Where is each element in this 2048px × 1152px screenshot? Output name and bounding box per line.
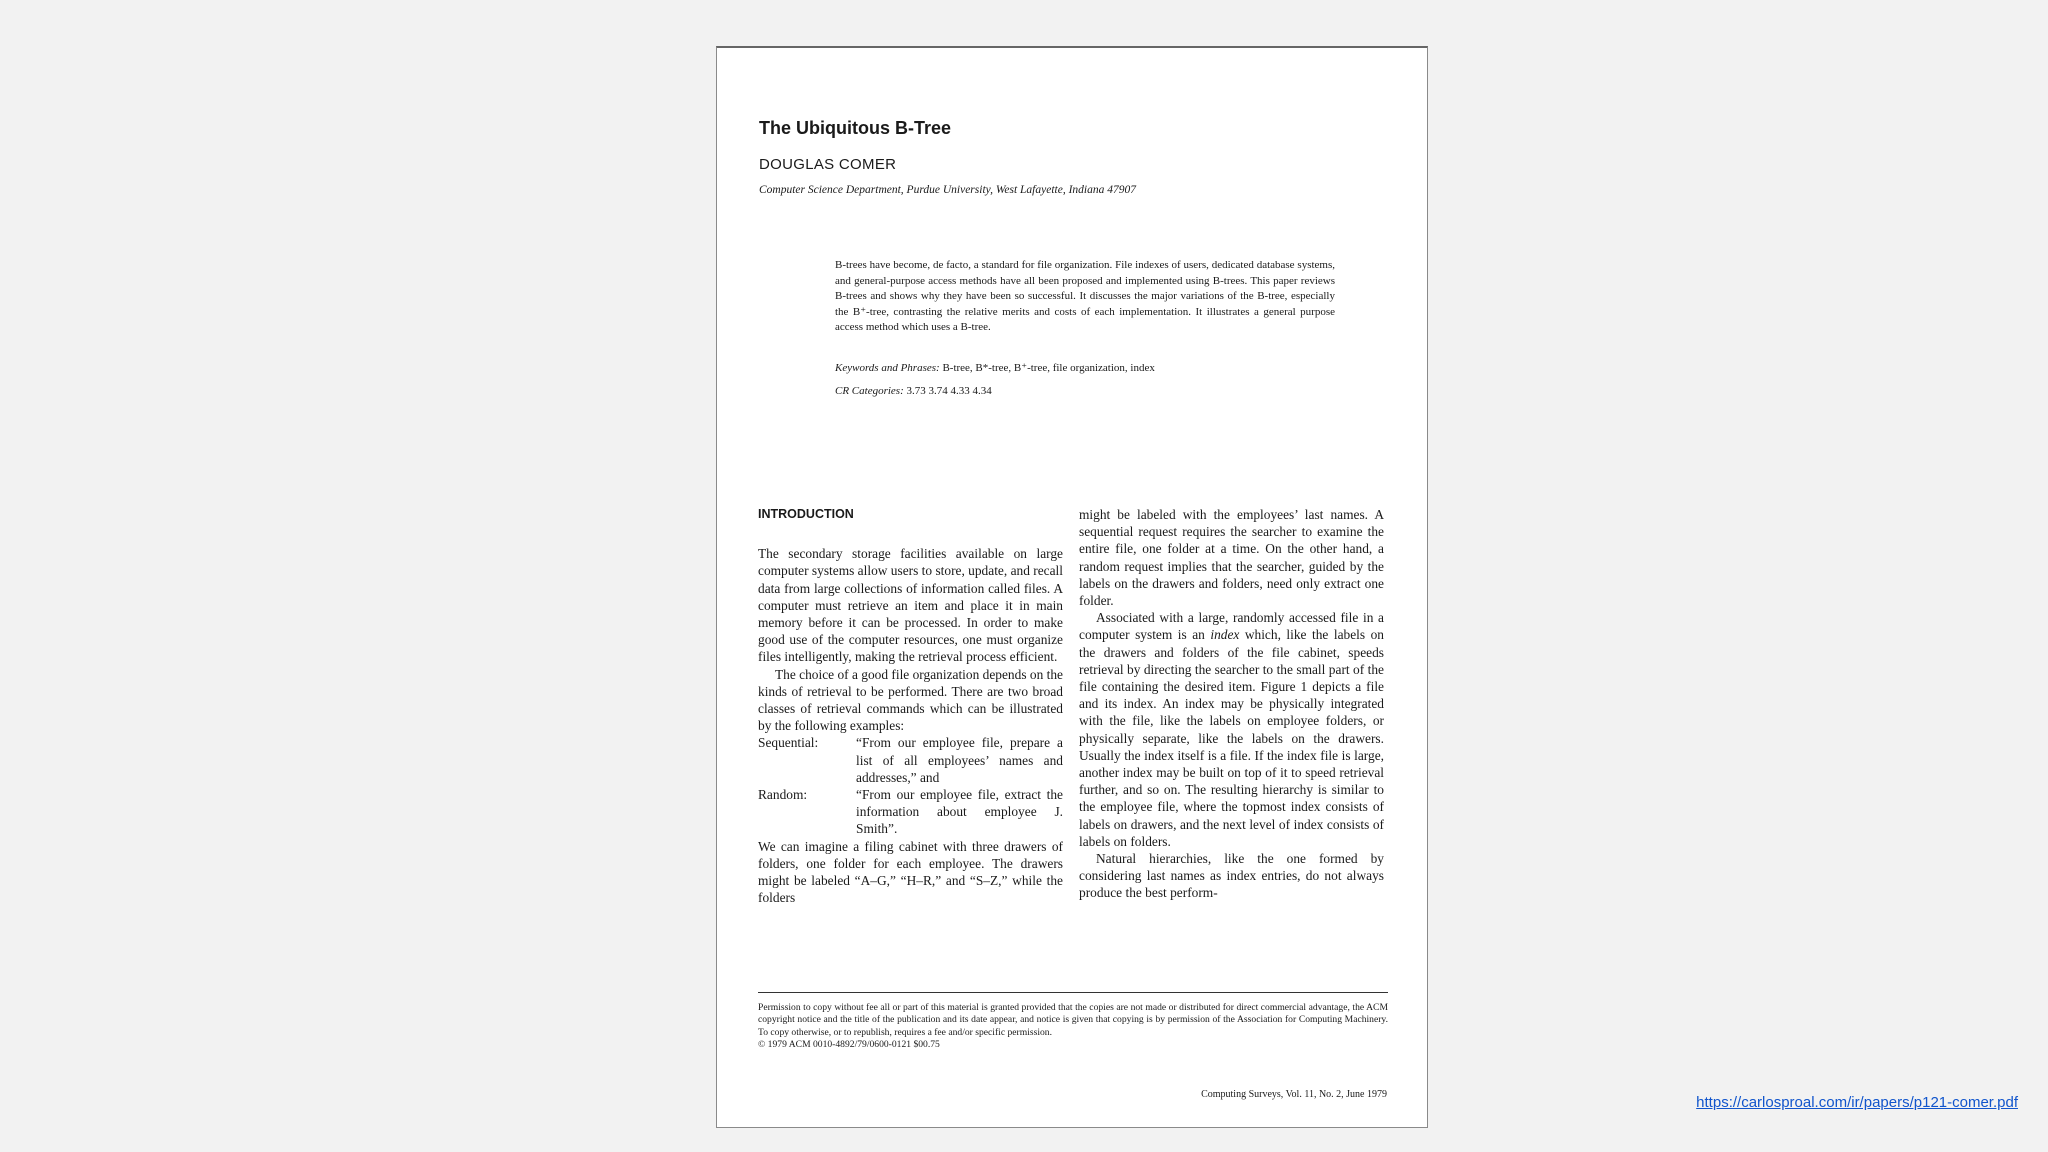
- keywords-line: [835, 361, 1155, 374]
- paper-author: DOUGLAS COMER: [759, 156, 897, 173]
- example-sequential-text: “From our employee file, prepare a list of all employees’ names and addresses,” and: [856, 735, 1063, 785]
- right-column: [1079, 506, 1384, 1038]
- keywords-text: B-tree, B*-tree, B⁺-tree, file organization, index: [942, 362, 1155, 374]
- intro-paragraph-2: The choice of a good file organization depends on the kinds of retrieval to be performed. There are two broad classes of retrieval commands which can be illustrated by the following examples:: [758, 666, 1063, 734]
- section-heading-introduction: INTRODUCTION: [758, 507, 854, 521]
- permission-notice: [758, 1002, 1388, 1051]
- right-paragraph-1: might be labeled with the employees’ last names. A sequential request requires the searcher to examine the entire file, one folder at a time. On the other hand, a random request implies that the searcher, guided by the labels on the drawers and folders, need only extract one folder.: [1079, 507, 1384, 609]
- paper-title: The Ubiquitous B-Tree: [759, 118, 952, 138]
- cr-label: CR Categories:: [835, 385, 904, 397]
- copyright-line: © 1979 ACM 0010-4892/79/0600-0121 $00.75: [758, 1038, 940, 1050]
- paper-page: [716, 46, 1428, 1128]
- keywords-label: Keywords and Phrases:: [835, 362, 940, 374]
- source-link[interactable]: https://carlosproal.com/ir/papers/p121-comer.pdf: [1696, 1094, 2018, 1111]
- right-paragraph-3: Natural hierarchies, like the one formed by considering last names as index entries, do not always produce the best perform-: [1079, 851, 1384, 901]
- paper-affiliation: Computer Science Department, Purdue University, West Lafayette, Indiana 47907: [759, 184, 1136, 196]
- right-paragraph-2: [1079, 609, 1384, 850]
- example-random-label: Random:: [758, 787, 808, 803]
- permission-text: Permission to copy without fee all or part of this material is granted provided that the copies are not made or distributed for direct commercial advantage, the ACM copyright notice and the title of the publication and its date appear, and notice is given that copying is by permission of the Association for Computing Machinery. To copy otherwise, or to republish, requires a fee and/or specific permission.: [758, 1002, 1388, 1038]
- right-paragraph-2-emphasis: index: [1210, 627, 1240, 643]
- left-column: [758, 506, 1063, 992]
- journal-reference: Computing Surveys, Vol. 11, No. 2, June 1979: [1201, 1089, 1387, 1100]
- paper-abstract: B-trees have become, de facto, a standard for file organization. File indexes of users, dedicated database systems, and general-purpose access methods have all been proposed and implemented using B-trees. This paper reviews B-trees and shows why they have been so successful. It discusses the major variations of the B-tree, especially the B⁺-tree, contrasting the relative merits and costs of each implementation. It illustrates a general purpose access method which uses a B-tree.: [835, 259, 1335, 333]
- right-paragraph-2-end: which, like the labels on the drawers and folders of the file cabinet, speeds retrieval by directing the searcher to the small part of the file containing the desired item. Figure 1 depicts a file and its index. An index may be physically integrated with the file, like the labels on employee folders, or physically separate, like the labels on the drawers. Usually the index itself is a file. If the index file is large, another index may be built on top of it to speed retrieval further, and so on. The resulting hierarchy is similar to the employee file, where the topmost index consists of labels on drawers, and the next level of index consists of labels on folders.: [1079, 627, 1384, 849]
- example-sequential: [758, 734, 1063, 786]
- footnote-rule: [758, 992, 1388, 993]
- example-random-text: “From our employee file, extract the information about employee J. Smith”.: [856, 787, 1063, 837]
- cr-categories-line: [835, 385, 992, 397]
- intro-paragraph-1: The secondary storage facilities available on large computer systems allow users to store, update, and recall data from large collections of information called files. A computer must retrieve an item and place it in main memory before it can be processed. In order to make good use of the computer resources, one must organize files intelligently, making the retrieval process efficient.: [758, 546, 1063, 665]
- example-sequential-label: Sequential:: [758, 735, 819, 751]
- intro-paragraph-3: We can imagine a filing cabinet with three drawers of folders, one folder for each employee. The drawers might be labeled “A–G,” “H–R,” and “S–Z,” while the folders: [758, 838, 1063, 906]
- right-paragraph-2-start: Associated with a large, randomly accessed file in a computer system is an: [1079, 610, 1384, 643]
- example-random: [758, 786, 1063, 838]
- cr-text: 3.73 3.74 4.33 4.34: [906, 385, 992, 397]
